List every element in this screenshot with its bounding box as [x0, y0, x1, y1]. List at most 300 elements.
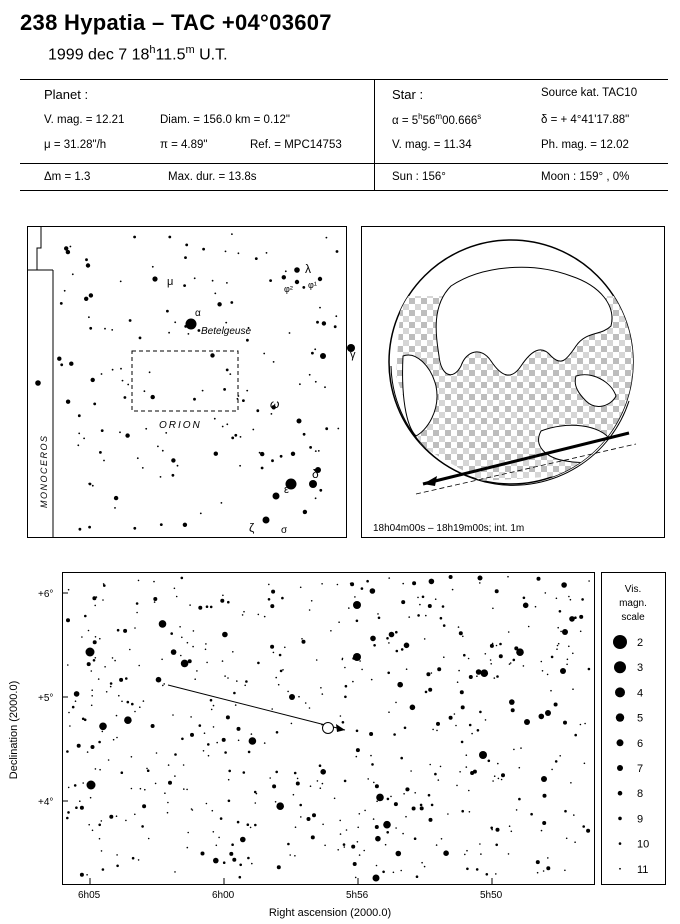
- chart-star: [350, 582, 354, 586]
- finder-star: [246, 390, 248, 392]
- chart-star: [466, 754, 468, 756]
- chart-star: [84, 615, 87, 618]
- chart-star: [566, 838, 568, 840]
- chart-star: [121, 701, 123, 703]
- chart-star: [322, 783, 324, 785]
- bottom-divider: [20, 190, 668, 191]
- chart-star: [181, 738, 184, 741]
- chart-star: [143, 700, 145, 702]
- chart-star: [88, 630, 90, 632]
- chart-star: [206, 803, 208, 805]
- chart-star: [492, 780, 494, 782]
- chart-star: [186, 789, 188, 791]
- chart-star: [513, 749, 515, 751]
- finder-star: [88, 316, 90, 318]
- finder-star: [183, 284, 186, 287]
- chart-star: [204, 732, 206, 734]
- globe-panel: [361, 226, 665, 538]
- chart-star: [410, 705, 416, 711]
- chart-star: [535, 606, 537, 608]
- chart-bright-star: [560, 668, 566, 674]
- chart-star: [511, 831, 513, 833]
- chart-star: [138, 665, 140, 667]
- chart-star: [495, 589, 499, 593]
- chart-star: [140, 788, 142, 790]
- chart-star: [232, 858, 236, 862]
- chart-star: [224, 751, 227, 754]
- scale-title-1: Vis.: [624, 584, 642, 595]
- chart-star: [240, 837, 246, 843]
- chart-star: [572, 653, 574, 655]
- chart-star: [463, 654, 466, 657]
- chart-star: [495, 844, 498, 847]
- finder-star: [133, 527, 136, 530]
- delta-label: δ: [312, 467, 319, 481]
- ytick-4: +4°: [38, 797, 54, 808]
- y-axis-label: Declination (2000.0): [8, 680, 20, 780]
- globe-caption: 18h04m00s – 18h19m00s; int. 1m: [373, 523, 525, 534]
- chart-star: [458, 670, 460, 672]
- chart-star: [117, 629, 120, 632]
- chart-star: [228, 770, 231, 773]
- chart-star: [207, 743, 210, 746]
- chart-star: [203, 750, 205, 752]
- finder-star: [168, 236, 171, 239]
- chart-star: [509, 825, 511, 827]
- zeta-label: ζ: [249, 521, 255, 535]
- monoceros-label: MONOCEROS: [39, 434, 49, 508]
- chart-star: [490, 659, 492, 661]
- chart-star: [268, 584, 270, 586]
- chart-star: [110, 686, 112, 688]
- chart-star: [77, 744, 81, 748]
- chart-star: [454, 713, 456, 715]
- finder-star: [177, 465, 179, 467]
- chart-star: [420, 804, 423, 807]
- chart-star: [543, 870, 545, 872]
- chart-star: [376, 801, 378, 803]
- chart-star: [580, 724, 582, 726]
- chart-star: [396, 650, 399, 653]
- scale-label-6: 6: [637, 737, 644, 750]
- finder-star: [316, 321, 319, 324]
- chart-star: [394, 802, 398, 806]
- chart-star: [501, 773, 505, 777]
- chart-star: [395, 631, 398, 634]
- finder-star: [69, 362, 73, 366]
- chart-star: [435, 598, 437, 600]
- scale-dot-11: [619, 868, 621, 870]
- planet-diameter: Diam. = 156.0 km = 0.12": [160, 114, 291, 126]
- chart-star: [428, 794, 431, 797]
- finder-star: [210, 353, 214, 357]
- chart-star: [118, 695, 120, 697]
- chart-star: [163, 683, 165, 685]
- finder-star: [263, 353, 265, 355]
- chart-star: [486, 873, 489, 876]
- chart-star: [278, 684, 280, 686]
- chart-star: [344, 667, 346, 669]
- finder-star: [119, 431, 121, 433]
- chart-star: [568, 596, 570, 598]
- chart-star: [496, 675, 499, 678]
- chart-star: [557, 645, 559, 647]
- chart-star: [424, 866, 426, 868]
- chart-star: [75, 806, 78, 809]
- chart-star: [357, 841, 359, 843]
- chart-star: [227, 677, 229, 679]
- chart-star: [514, 646, 518, 650]
- chart-star: [496, 645, 498, 647]
- chart-star: [255, 802, 257, 804]
- finder-star: [246, 339, 249, 342]
- chart-star: [373, 782, 375, 784]
- chart-star: [235, 704, 237, 706]
- chart-star: [382, 871, 385, 874]
- chart-star: [156, 677, 162, 683]
- chart-star: [469, 724, 472, 727]
- chart-star: [66, 817, 69, 820]
- chart-star: [588, 580, 590, 582]
- chart-star: [356, 748, 360, 752]
- finder-star: [223, 388, 226, 391]
- chart-bright-star: [541, 776, 547, 782]
- chart-star: [181, 637, 183, 639]
- chart-bright-star: [545, 710, 551, 716]
- star-phmag: Ph. mag. = 12.02: [541, 139, 629, 151]
- chart-star: [131, 756, 133, 758]
- scale-dot-7: [617, 765, 623, 771]
- chart-star: [124, 716, 132, 724]
- chart-star: [91, 689, 93, 691]
- chart-bright-star: [87, 781, 96, 790]
- scale-label-11: 11: [637, 863, 649, 876]
- chart-star: [147, 769, 150, 772]
- chart-star: [414, 837, 417, 840]
- chart-star: [205, 643, 207, 645]
- chart-star: [168, 781, 172, 785]
- chart-star: [102, 868, 105, 871]
- chart-star: [275, 677, 277, 679]
- chart-star: [91, 745, 95, 749]
- chart-star: [320, 769, 326, 775]
- finder-star: [122, 380, 124, 382]
- star-declination: δ = + 4°41'17.88": [541, 114, 630, 126]
- finder-star: [315, 381, 317, 383]
- finder-star: [89, 293, 93, 297]
- finder-star: [225, 322, 227, 324]
- finder-star: [114, 507, 116, 509]
- chart-star: [243, 771, 246, 774]
- chart-star: [443, 624, 446, 627]
- chart-star: [490, 644, 494, 648]
- chart-star: [254, 791, 257, 794]
- scale-label-8: 8: [637, 788, 644, 801]
- chart-bright-star: [524, 719, 530, 725]
- chart-star: [208, 755, 210, 757]
- finder-star: [255, 257, 258, 260]
- chart-star: [188, 659, 192, 663]
- chart-star: [351, 845, 355, 849]
- finder-star: [165, 432, 167, 434]
- chart-star: [494, 677, 496, 679]
- chart-star: [343, 843, 346, 846]
- chart-star: [300, 816, 302, 818]
- chart-star: [116, 737, 118, 739]
- chart-star: [344, 846, 346, 848]
- chart-star: [67, 664, 69, 666]
- chart-star: [519, 767, 521, 769]
- chart-star: [476, 675, 478, 677]
- chart-star: [485, 719, 487, 721]
- finder-star: [325, 427, 328, 430]
- finder-star: [303, 433, 306, 436]
- chart-star: [588, 668, 591, 671]
- chart-star: [90, 797, 92, 799]
- chart-star: [123, 629, 127, 633]
- chart-star: [222, 660, 224, 662]
- chart-star: [555, 760, 558, 763]
- finder-star: [273, 361, 275, 363]
- finder-star: [99, 451, 102, 454]
- chart-star: [441, 838, 443, 840]
- chart-star: [239, 876, 242, 879]
- star-heading: Star :: [392, 87, 424, 102]
- delta-magnitude: Δm = 1.3: [44, 171, 91, 183]
- chart-star: [458, 626, 460, 628]
- finder-star: [225, 251, 227, 253]
- chart-star: [542, 821, 546, 825]
- chart-star: [570, 599, 572, 601]
- chart-star: [459, 771, 461, 773]
- chart-star: [172, 714, 174, 716]
- chart-star: [509, 663, 511, 665]
- finder-star: [149, 371, 151, 373]
- page-title: 238 Hypatia – TAC +04°03607: [20, 10, 332, 35]
- chart-star: [440, 617, 443, 620]
- chart-star: [112, 657, 114, 659]
- chart-star: [98, 741, 101, 744]
- chart-star: [220, 817, 223, 820]
- chart-star: [95, 657, 97, 659]
- finder-star: [198, 329, 201, 332]
- chart-star: [139, 706, 141, 708]
- chart-star: [181, 577, 184, 580]
- chart-star: [490, 663, 492, 665]
- chart-star: [192, 646, 194, 648]
- chart-star: [80, 806, 84, 810]
- chart-star: [556, 648, 558, 650]
- chart-star: [564, 810, 567, 813]
- finder-star: [202, 390, 204, 392]
- chart-star: [189, 604, 191, 606]
- finder-star: [139, 337, 142, 340]
- chart-star: [579, 615, 583, 619]
- finder-star: [231, 233, 233, 235]
- chart-star: [438, 779, 440, 781]
- chart-star: [567, 659, 569, 661]
- chart-star: [310, 785, 312, 787]
- chart-star: [96, 596, 98, 598]
- orion-label: ORION: [159, 420, 202, 431]
- chart-star: [376, 794, 384, 802]
- chart-star: [319, 764, 322, 767]
- chart-star: [229, 852, 233, 856]
- chart-star: [457, 681, 459, 683]
- finder-bright-star: [320, 353, 326, 359]
- chart-star: [419, 604, 421, 606]
- chart-star: [222, 595, 224, 597]
- chart-star: [388, 711, 390, 713]
- chart-star: [511, 708, 515, 712]
- chart-star: [181, 660, 189, 668]
- finder-star: [78, 414, 81, 417]
- finder-star: [285, 270, 287, 272]
- chart-star: [102, 731, 104, 733]
- chart-star: [582, 825, 585, 828]
- chart-star: [386, 831, 389, 834]
- chart-star: [383, 821, 391, 829]
- chart-star: [476, 669, 482, 675]
- chart-star: [171, 649, 177, 655]
- finder-star: [266, 252, 268, 254]
- chart-star: [206, 662, 208, 664]
- finder-star: [324, 386, 326, 388]
- chart-star: [422, 596, 425, 599]
- finder-star: [322, 321, 326, 325]
- finder-star: [188, 333, 190, 335]
- chart-star: [116, 815, 118, 817]
- chart-star: [114, 660, 116, 662]
- chart-star: [421, 862, 423, 864]
- chart-star: [546, 866, 550, 870]
- chart-star: [174, 871, 176, 873]
- chart-star: [190, 733, 194, 737]
- chart-star: [174, 588, 176, 590]
- chart-star: [431, 804, 434, 807]
- finder-star: [171, 458, 175, 462]
- chart-star: [116, 865, 119, 868]
- finder-star: [256, 409, 259, 412]
- finder-star: [280, 455, 283, 458]
- chart-star: [469, 675, 473, 679]
- chart-star: [537, 577, 541, 581]
- chart-star: [404, 643, 410, 649]
- chart-star: [271, 708, 273, 710]
- chart-star: [237, 727, 241, 731]
- chart-star: [400, 870, 402, 872]
- chart-star: [366, 580, 369, 583]
- chart-star: [270, 645, 274, 649]
- chart-star: [216, 742, 218, 744]
- scale-label-9: 9: [637, 813, 644, 826]
- finder-star: [91, 378, 95, 382]
- chart-bright-star: [479, 751, 487, 759]
- chart-star: [269, 777, 271, 779]
- chart-star: [273, 652, 275, 654]
- finder-star: [166, 310, 169, 313]
- chart-star: [134, 627, 136, 629]
- finder-star: [168, 332, 170, 334]
- chart-star: [91, 705, 93, 707]
- chart-star: [428, 688, 432, 692]
- chart-star: [247, 857, 250, 860]
- chart-star: [462, 707, 464, 709]
- chart-star: [99, 638, 101, 640]
- chart-star: [102, 599, 104, 601]
- chart-star: [299, 804, 302, 807]
- mu-label: μ: [167, 276, 174, 288]
- chart-star: [461, 810, 464, 813]
- finder-star: [239, 465, 241, 467]
- chart-star: [396, 851, 402, 857]
- chart-star: [183, 764, 185, 766]
- chart-star: [129, 649, 131, 651]
- chart-star: [167, 802, 169, 804]
- chart-star: [216, 845, 218, 847]
- chart-star: [311, 600, 313, 602]
- chart-bright-star: [86, 648, 95, 657]
- chart-star: [387, 672, 390, 675]
- finder-star: [60, 363, 63, 366]
- chart-star: [412, 581, 416, 585]
- chart-star: [408, 789, 410, 791]
- scale-dot-8: [618, 791, 623, 796]
- chart-star: [66, 750, 69, 753]
- chart-star: [416, 875, 419, 878]
- chart-star: [223, 861, 226, 864]
- chart-star: [564, 870, 566, 872]
- chart-star: [212, 810, 214, 812]
- chart-star: [179, 626, 181, 628]
- finder-star: [240, 436, 242, 438]
- chart-star: [400, 757, 403, 760]
- chart-star: [144, 789, 146, 791]
- finder-star: [311, 352, 314, 355]
- chart-star: [485, 653, 487, 655]
- finder-bright-star: [318, 277, 322, 281]
- finder-star: [303, 512, 305, 514]
- finder-bright-star: [309, 480, 317, 488]
- chart-star: [507, 576, 509, 578]
- ytick-5: +5°: [38, 693, 54, 704]
- chart-star: [164, 792, 166, 794]
- chart-star: [385, 844, 387, 846]
- chart-star: [452, 589, 454, 591]
- finder-star: [86, 263, 90, 267]
- finder-star: [319, 489, 322, 492]
- finder-star: [238, 252, 240, 254]
- finder-star: [78, 433, 80, 435]
- chart-star: [298, 696, 300, 698]
- chart-star: [414, 792, 416, 794]
- chart-star: [481, 669, 489, 677]
- star-vmag: V. mag. = 11.34: [392, 139, 472, 151]
- chart-star: [191, 808, 193, 810]
- chart-star: [108, 759, 110, 761]
- chart-star: [436, 844, 438, 846]
- chart-star: [211, 709, 213, 711]
- chart-star: [291, 723, 293, 725]
- scale-dot-5: [616, 713, 624, 721]
- chart-star: [153, 597, 157, 601]
- chart-star: [370, 636, 376, 642]
- chart-star: [516, 809, 518, 811]
- finder-star: [309, 374, 311, 376]
- chart-star: [466, 868, 469, 871]
- chart-star: [80, 873, 84, 877]
- chart-star: [388, 577, 390, 579]
